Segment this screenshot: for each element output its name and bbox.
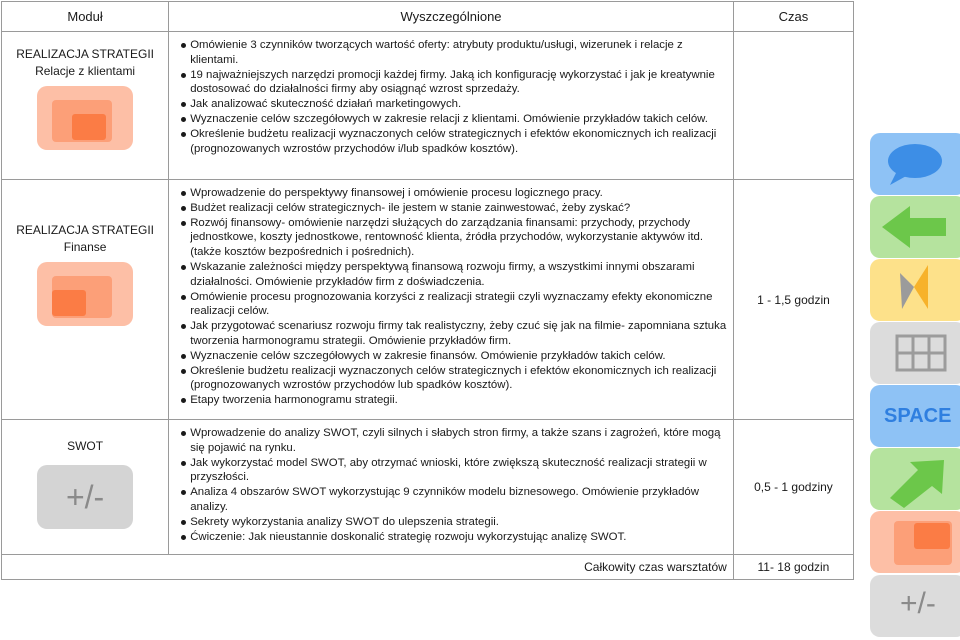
orange-window-icon [37,262,133,326]
module-title: REALIZACJA STRATEGII [16,223,154,237]
list-item: Etapy tworzenia harmonogramu strategii. [181,393,727,408]
list-item: Wprowadzenie do analizy SWOT, czyli silnych i słabych stron firmy, a także szans i zagrożeń, które mogą się pojawić na rynku. [181,426,727,456]
header-row [2,2,854,32]
table-row [2,32,854,180]
speech-bubble-icon [870,133,960,195]
list-item: Jak przygotować scenariusz rozwoju firmy tak realistyczny, żeby czuć się jak na filmie- zapomniana sztuka tworzenia harmonogramu strategii. Omówienie przykładów firm. [181,319,727,349]
module-cell [2,420,169,555]
forward-button[interactable] [870,448,960,510]
header-time: Czas [733,2,853,32]
list-item: Analiza 4 obszarów SWOT wykorzystując 9 czynników modelu biznesowego. Omówienie przykładów analizy. [181,485,727,515]
total-time: 11- 18 godzin [733,555,853,580]
list-item: Rozwój finansowy- omówienie narzędzi służących do zarządzania finansami: przychody, przychody jednostkowe, koszty jednostkowe, rentowność klienta, źródła przychodów, wykorzystanie aktywów itd. (także kosztów bezpośrednich i pośrednich). [181,216,727,260]
list-item: Wskazanie zależności między perspektywą finansową rozwoju firmy, a wszystkimi innymi obszarami działalności. Omówienie przykładów firm z doświadczenia. [181,260,727,290]
plus-minus-icon: +/- [37,465,133,529]
back-arrow-icon [870,196,960,258]
compass-icon [870,259,960,321]
footer-row [2,555,854,580]
space-key[interactable] [870,385,960,447]
compass-button[interactable] [870,259,960,321]
grid-icon [870,322,960,384]
list-item: Określenie budżetu realizacji wyznaczonych celów strategicznych i efektów ekonomicznych ich realizacji (prognozowanych wzrostów przychodów i/lub spadków kosztów). [181,127,727,157]
speech-bubble-button[interactable] [870,133,960,195]
plus-minus-button[interactable] [870,575,960,637]
list-item: 19 najważniejszych narzędzi promocji każdej firmy. Jaką ich konfigurację wykorzystać i jak je kreatywnie dostosować do działalności firmy aby osiągnąć wzrost sprzedaży. [181,68,727,98]
time-cell: 0,5 - 1 godziny [733,420,853,555]
list-item: Omówienie procesu prognozowania korzyści z realizacji strategii czyli wyznaczamy efekty ekonomiczne realizacji celów. [181,290,727,320]
details-cell [169,420,734,555]
header-details: Wyszczególnione [169,2,734,32]
module-title: REALIZACJA STRATEGII [16,47,154,61]
module-cell [2,32,169,180]
list-item: Jak analizować skuteczność działań marketingowych. [181,97,727,112]
list-item: Omówienie 3 czynników tworzących wartość oferty: atrybuty produktu/usługi, wizerunek i relacje z klientami. [181,38,727,68]
details-list [169,180,733,408]
time-cell: 1 - 1,5 godzin [733,180,853,420]
table-row [2,420,854,555]
orange-window-icon [37,86,133,150]
back-button[interactable] [870,196,960,258]
module-title: SWOT [67,439,104,453]
list-item: Ćwiczenie: Jak nieustannie doskonalić strategię rozwoju wykorzystując analizę SWOT. [181,530,727,545]
curriculum-table [1,1,854,580]
list-item: Określenie budżetu realizacji wyznaczonych celów strategicznych i efektów ekonomicznych ich realizacji (prognozowanych wzrostów przychodów lub spadków kosztów). [181,364,727,394]
details-cell [169,180,734,420]
details-list [169,32,733,156]
list-item: Wyznaczenie celów szczegółowych w zakresie finansów. Omówienie przykładów takich celów. [181,349,727,364]
list-item: Wyznaczenie celów szczegółowych w zakresie relacji z klientami. Omówienie przykładów takich celów. [181,112,727,127]
list-item: Sekrety wykorzystania analizy SWOT do ulepszenia strategii. [181,515,727,530]
module-subtitle: Relacje z klientami [35,64,136,78]
list-item: Jak wykorzystać model SWOT, aby otrzymać wnioski, które zwiększą skuteczność realizacji strategii w przyszłości. [181,456,727,486]
list-item: Wprowadzenie do perspektywy finansowej i omówienie procesu logicznego pracy. [181,186,727,201]
total-label: Całkowity czas warsztatów [2,555,734,580]
table-row [2,180,854,420]
details-cell [169,32,734,180]
time-cell [733,32,853,180]
module-subtitle: Finanse [63,240,107,254]
orange-window-icon [870,511,960,573]
space-key-label: SPACE [884,405,952,427]
orange-window-button[interactable] [870,511,960,573]
forward-arrow-icon [870,448,960,510]
header-module: Moduł [2,2,169,32]
grid-button[interactable] [870,322,960,384]
module-cell [2,180,169,420]
plus-minus-icon: +/- [900,587,936,620]
list-item: Budżet realizacji celów strategicznych- ile jestem w stanie zainwestować, żeby zyskać? [181,201,727,216]
details-list [169,420,733,544]
